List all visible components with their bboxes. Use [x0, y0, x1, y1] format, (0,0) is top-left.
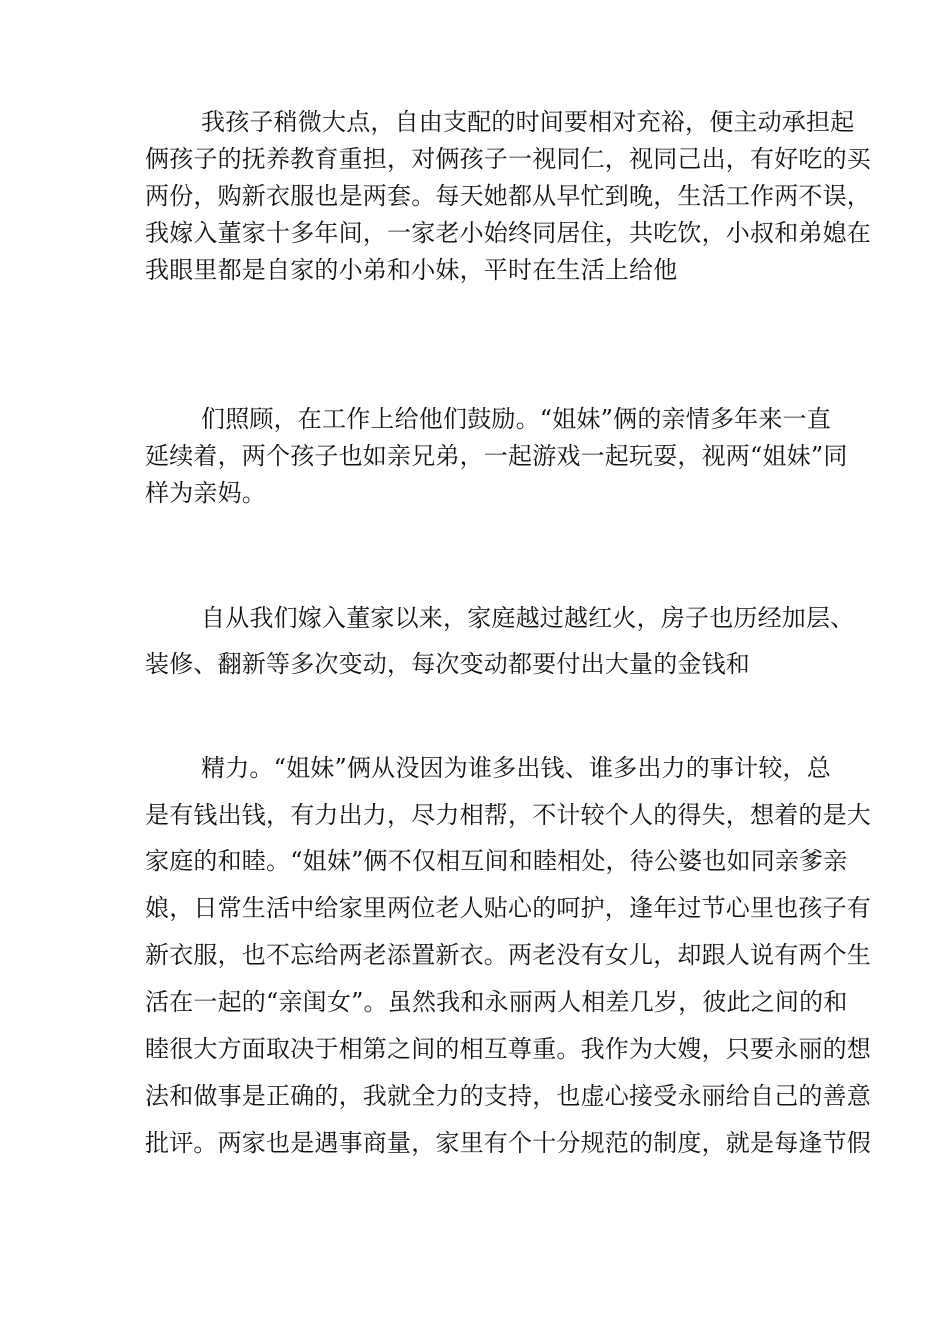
- paragraph-1-line-1: 我孩子稍微大点，自由支配的时间要相对充裕，便主动承担起: [201, 108, 855, 136]
- paragraph-4-line-10: [145, 1172, 825, 1209]
- paragraph-4-line-3: 家庭的和睦。“姐妹”俩不仅相互间和睦相处，待公婆也如同亲爹亲: [145, 847, 848, 875]
- paragraph-4-line-4: 娘，日常生活中给家里两位老人贴心的呵护，逢年过节心里也孩子有: [145, 894, 871, 922]
- paragraph-1-line-3: 两份，购新衣服也是两套。每天她都从早忙到晚，生活工作两不误，: [145, 182, 871, 210]
- paragraph-1-line-2: 俩孩子的抚养教育重担，对俩孩子一视同仁，视同己出，有好吃的买: [145, 145, 871, 173]
- paragraph-4-line-6: 活在一起的“亲闺女”。虽然我和永丽两人相差几岁，彼此之间的和: [145, 988, 848, 1016]
- paragraph-2-line-2: 延续着，两个孩子也如亲兄弟，一起游戏一起玩耍，视两“姐妹”同: [145, 442, 848, 470]
- paragraph-3-line-1: 自从我们嫁入董家以来，家庭越过越红火，房子也历经加层、: [201, 604, 855, 632]
- paragraph-2-line-4: [145, 512, 825, 549]
- paragraph-1-line-4: 我嫁入董家十多年间，一家老小始终同居住，共吃饮，小叔和弟媳在: [145, 219, 871, 247]
- paragraph-1-line-5: 我眼里都是自家的小弟和小妹，平时在生活上给他: [145, 256, 678, 284]
- paragraph-4-line-7: 睦很大方面取决于相第之间的相互尊重。我作为大嫂，只要永丽的想: [145, 1035, 871, 1063]
- paragraph-4-line-2: 是有钱出钱，有力出力，尽力相帮，不计较个人的得失，想着的是大: [145, 801, 871, 829]
- paragraph-2-line-3: 样为亲妈。: [145, 479, 266, 507]
- paragraph-1-line-6: [145, 289, 825, 326]
- paragraph-2-line-1: 们照顾，在工作上给他们鼓励。“姐妹”俩的亲情多年来一直: [201, 405, 831, 433]
- paragraph-4-line-8: 法和做事是正确的，我就全力的支持，也虚心接受永丽给自己的善意: [145, 1082, 871, 1110]
- paragraph-3-line-2: 装修、翻新等多次变动，每次变动都要付出大量的金钱和: [145, 650, 750, 678]
- paragraph-4-line-5: 新衣服，也不忘给两老添置新衣。两老没有女儿，却跟人说有两个生: [145, 941, 871, 969]
- paragraph-4-line-9: 批评。两家也是遇事商量，家里有个十分规范的制度，就是每逢节假: [145, 1129, 871, 1157]
- paragraph-4-line-1: 精力。“姐妹”俩从没因为谁多出钱、谁多出力的事计较，总: [201, 754, 831, 782]
